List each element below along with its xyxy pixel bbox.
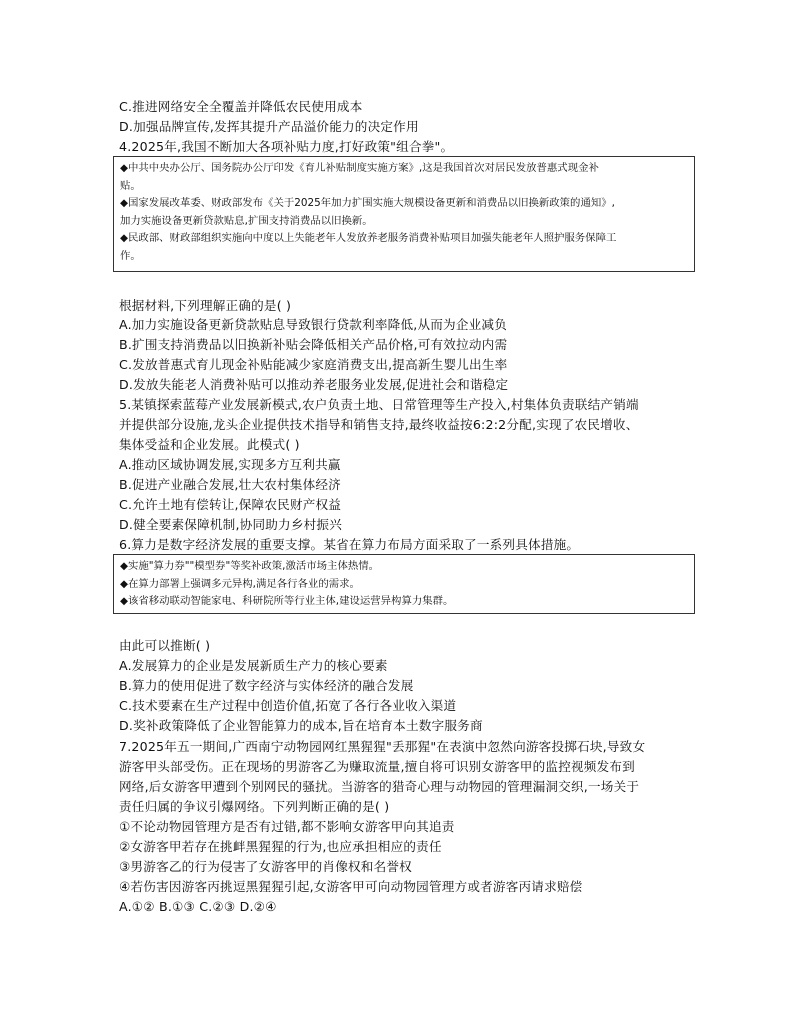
q5-stem-line: 集体受益和企业发展。此模式( ) xyxy=(119,437,300,452)
q7-stem-line: 网络,后女游客甲遭到个别网民的骚扰。当游客的猎奇心理与动物园的管理漏洞交织,一场关于 xyxy=(119,779,640,794)
q6-question: 由此可以推断( ) xyxy=(119,638,211,653)
q7-stem-line: 游客甲头部受伤。正在现场的男游客乙为赚取流量,擅自将可识别女游客甲的监控视频发布到 xyxy=(119,759,635,774)
q7-options: A.①② B.①③ C.②③ D.②④ xyxy=(119,899,277,914)
q5-option-d: D.健全要素保障机制,协同助力乡村振兴 xyxy=(119,517,343,532)
q6-material-line: ◆实施"算力券""模型券"等奖补政策,激活市场主体热情。 xyxy=(120,560,380,572)
q3-option-d: D.加强品牌宣传,发挥其提升产品溢价能力的决定作用 xyxy=(119,119,419,134)
q5-option-c: C.允许土地有偿转让,保障农民财产权益 xyxy=(119,497,342,512)
q5-option-b: B.促进产业融合发展,壮大农村集体经济 xyxy=(119,477,341,492)
q5-option-a: A.推动区域协调发展,实现多方互利共赢 xyxy=(119,457,341,472)
q7-statement-4: ④若伤害因游客丙挑逗黑猩猩引起,女游客甲可向动物园管理方或者游客丙请求赔偿 xyxy=(119,879,583,894)
q6-option-b: B.算力的使用促进了数字经济与实体经济的融合发展 xyxy=(119,678,414,693)
q6-material-line: ◆该省移动联动智能家电、科研院所等行业主体,建设运营异构算力集群。 xyxy=(120,595,454,607)
q5-stem-line: 5.某镇探索蓝莓产业发展新模式,农户负责土地、日常管理等生产投入,村集体负责联结产销端 xyxy=(119,397,639,412)
q4-material-line: 加力实施设备更新贷款贴息,扩围支持消费品以旧换新。 xyxy=(120,214,373,227)
q7-statement-3: ③男游客乙的行为侵害了女游客甲的肖像权和名誉权 xyxy=(119,859,412,874)
q6-stem: 6.算力是数字经济发展的重要支撑。某省在算力布局方面采取了一系列具体措施。 xyxy=(119,537,580,552)
q7-statement-1: ①不论动物园管理方是否有过错,都不影响女游客甲向其追责 xyxy=(119,819,455,834)
q6-material-box xyxy=(113,554,695,614)
q4-option-a: A.加力实施设备更新贷款贴息导致银行贷款利率降低,从而为企业减负 xyxy=(119,317,508,332)
q7-stem-line: 7.2025年五一期间,广西南宁动物园网红黑猩猩"丢那猩"在表演中忽然向游客投掷石块,导致女 xyxy=(119,739,646,754)
q4-material-line: ◆中共中央办公厅、国务院办公厅印发《育儿补贴制度实施方案》,这是我国首次对居民发放普惠式现金补 xyxy=(120,162,599,174)
q6-option-a: A.发展算力的企业是发展新质生产力的核心要素 xyxy=(119,658,388,673)
q4-material-line: ◆民政部、财政部组织实施向中度以上失能老年人发放养老服务消费补贴项目加强失能老年人照护服务保障工 xyxy=(120,232,617,244)
q6-material-line: ◆在算力部署上强调多元异构,满足各行各业的需求。 xyxy=(120,577,360,590)
q4-stem: 4.2025年,我国不断加大各项补贴力度,打好政策"组合拳"。 xyxy=(119,139,454,154)
q4-material-line: 作。 xyxy=(120,249,141,262)
q3-option-c: C.推进网络安全全覆盖并降低农民使用成本 xyxy=(119,99,363,114)
q4-material-box xyxy=(113,156,695,272)
q5-stem-line: 并提供部分设施,龙头企业提供技术指导和销售支持,最终收益按6:2:2分配,实现了农民增收、 xyxy=(119,417,639,432)
q4-material-line: ◆国家发展改革委、财政部发布《关于2025年加力扩围实施大规模设备更新和消费品以旧换新政策的通知》, xyxy=(120,197,615,209)
q6-option-d: D.奖补政策降低了企业智能算力的成本,旨在培育本土数字服务商 xyxy=(119,718,483,733)
q6-option-c: C.技术要素在生产过程中创造价值,拓宽了各行各业收入渠道 xyxy=(119,698,457,713)
q7-statement-2: ②女游客甲若存在挑衅黑猩猩的行为,也应承担相应的责任 xyxy=(119,839,442,854)
q4-material-line: 贴。 xyxy=(120,179,141,192)
q7-stem-line: 责任归属的争议引爆网络。下列判断正确的是( ) xyxy=(119,799,390,814)
q4-option-c: C.发放普惠式育儿现金补贴能减少家庭消费支出,提高新生婴儿出生率 xyxy=(119,357,508,372)
q4-option-b: B.扩围支持消费品以旧换新补贴会降低相关产品价格,可有效拉动内需 xyxy=(119,337,508,352)
q4-question: 根据材料,下列理解正确的是( ) xyxy=(119,298,292,313)
q4-option-d: D.发放失能老人消费补贴可以推动养老服务业发展,促进社会和谐稳定 xyxy=(119,377,509,392)
